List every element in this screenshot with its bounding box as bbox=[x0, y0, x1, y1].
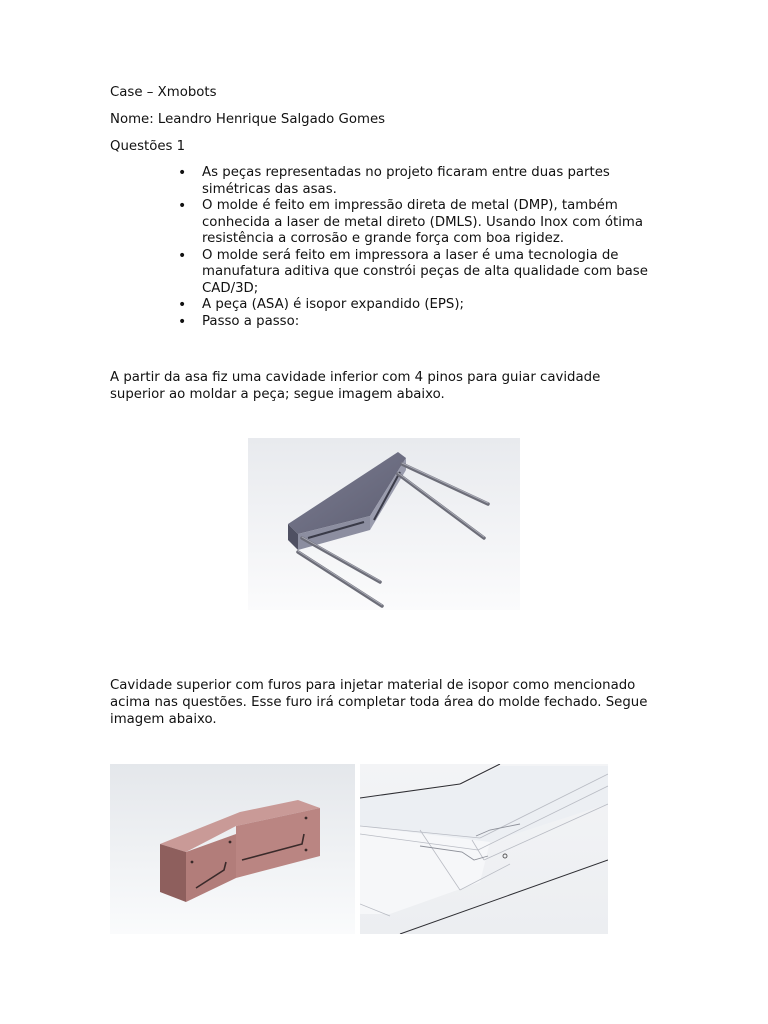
author-name: Nome: Leandro Henrique Salgado Gomes bbox=[110, 112, 386, 127]
list-item: • O molde é feito em impressão direta de metal (DMP), também conhecida a laser de metal direto (DMLS). Usando Inox com ótima resistência a corrosão e grande força com boa rigidez. bbox=[178, 198, 644, 246]
lower-cavity-figure bbox=[248, 438, 520, 610]
bullet-icon: • bbox=[178, 313, 187, 330]
upper-cavity-paragraph: Cavidade superior com furos para injetar material de isopor como mencionado acima nas questões. Esse furo irá completar toda área do molde fechado. Segue imagem abaixo. bbox=[110, 678, 648, 727]
list-item: • A peça (ASA) é isopor expandido (EPS); bbox=[178, 297, 465, 313]
bullet-icon: • bbox=[178, 247, 187, 264]
list-item: • Passo a passo: bbox=[178, 313, 300, 330]
bullet-icon: • bbox=[178, 165, 187, 181]
upper-cavity-figure bbox=[110, 764, 355, 934]
lower-cavity-paragraph: A partir da asa fiz uma cavidade inferior com 4 pinos para guiar cavidade superior ao moldar a peça; segue imagem abaixo. bbox=[110, 370, 601, 402]
list-item: • As peças representadas no projeto ficaram entre duas partes simétricas das asas. bbox=[178, 165, 610, 197]
case-title: Case – Xmobots bbox=[110, 85, 217, 100]
list-item: • O molde será feito em impressora a laser é uma tecnologia de manufatura aditiva que constrói peças de alta qualidade com base CAD/3D; bbox=[178, 247, 648, 296]
answers-list bbox=[178, 165, 648, 330]
upper-cavity-detail-figure bbox=[360, 764, 608, 934]
bullet-icon: • bbox=[178, 198, 187, 214]
questions-heading: Questões 1 bbox=[110, 139, 186, 154]
bullet-icon: • bbox=[178, 297, 187, 313]
